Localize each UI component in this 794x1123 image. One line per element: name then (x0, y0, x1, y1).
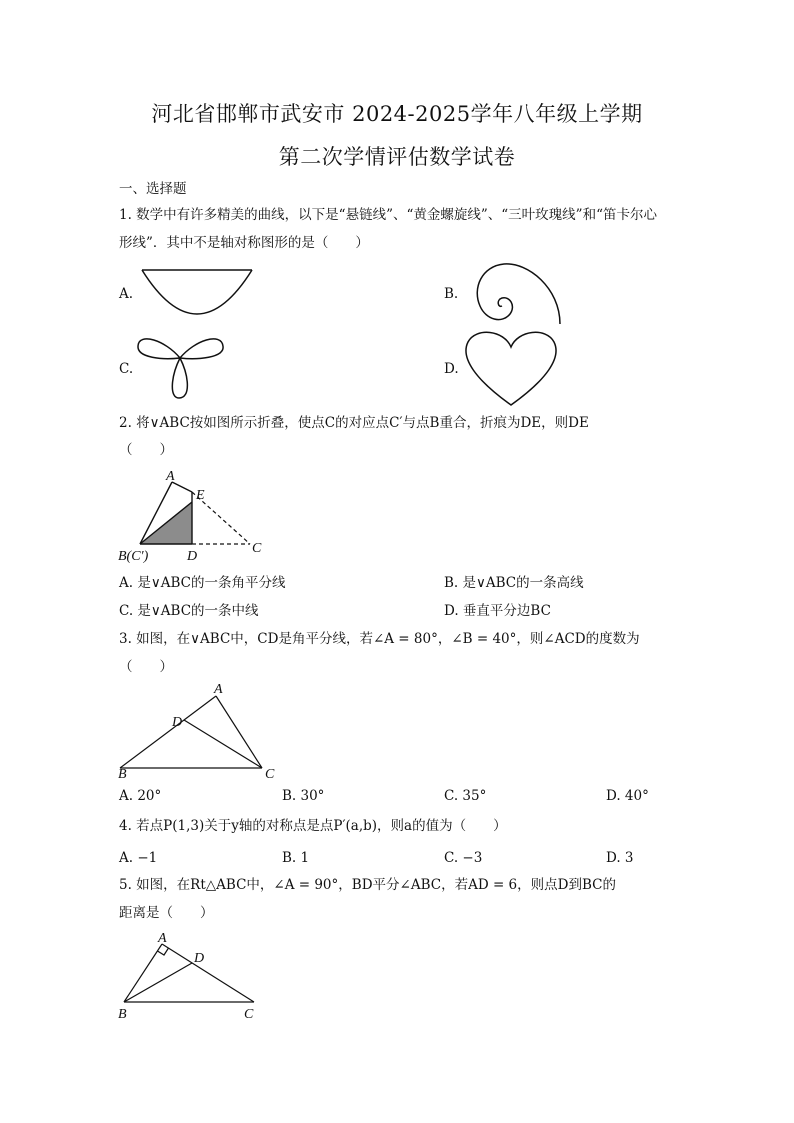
q2-stem-line1: 2. 将∨ABC按如图所示折叠，使点C的对应点C′与点B重合，折痕为DE，则DE (119, 415, 589, 431)
q3-triangle-figure (110, 678, 290, 782)
q2-label-e: E (196, 488, 205, 503)
q4-option-d: D. 3 (606, 850, 634, 866)
q3-option-a: A. 20° (119, 788, 162, 804)
q3-stem-line1: 3. 如图，在∨ABC中，CD是角平分线，若∠A = 80°，∠B = 40°，则∠ACD的度数为 (119, 631, 640, 647)
q4-option-c: C. −3 (444, 850, 483, 866)
q5-label-a: A (158, 931, 167, 946)
q1-option-a-label: A. (119, 286, 134, 302)
q2-option-a: A. 是∨ABC的一条角平分线 (119, 575, 286, 591)
q4-stem: 4. 若点P(1,3)关于y轴的对称点是点P′(a,b)，则a的值为（ ） (119, 818, 507, 834)
three-leaf-rose-figure (135, 328, 231, 402)
q1-option-b-label: B. (444, 286, 459, 302)
page-subtitle: 第二次学情评估数学试卷 (278, 145, 516, 169)
q2-option-b: B. 是∨ABC的一条高线 (444, 575, 584, 591)
section-heading: 一、选择题 (119, 181, 187, 197)
q3-label-d: D (172, 715, 183, 730)
q4-option-b: B. 1 (282, 850, 310, 866)
q3-option-c: C. 35° (444, 788, 487, 804)
q1-option-c-label: C. (119, 361, 134, 377)
q3-option-d: D. 40° (606, 788, 649, 804)
q2-label-c: C (252, 541, 262, 556)
q1-option-d-label: D. (444, 361, 459, 377)
page-title: 河北省邯郸市武安市 2024-2025学年八年级上学期 (151, 102, 643, 126)
q5-label-b: B (118, 1007, 127, 1022)
q5-stem-line1: 5. 如图，在Rt△ABC中，∠A = 90°，BD平分∠ABC，若AD = 6，则点D到BC的 (119, 877, 616, 893)
q4-option-a: A. −1 (119, 850, 158, 866)
q3-label-c: C (265, 767, 275, 782)
golden-spiral-figure (468, 258, 568, 328)
q5-label-d: D (194, 951, 205, 966)
cardioid-heart-figure (462, 328, 562, 408)
q5-stem-line2: 距离是（ ） (119, 905, 214, 921)
catenary-curve-figure (138, 266, 258, 322)
q3-option-b: B. 30° (282, 788, 325, 804)
q2-stem-line2: （ ） (119, 442, 173, 458)
q2-label-d: D (187, 549, 198, 564)
q1-stem-line2: 形线”．其中不是轴对称图形的是（ ） (119, 235, 369, 251)
q3-stem-line2: （ ） (119, 659, 173, 675)
q1-stem-line1: 1. 数学中有许多精美的曲线，以下是“悬链线”、“黄金螺旋线”、“三叶玫瑰线”和“笛卡尔心 (119, 207, 657, 223)
q5-right-triangle-figure (112, 928, 272, 1024)
q5-label-c: C (244, 1007, 254, 1022)
q3-label-b: B (118, 767, 127, 782)
q2-option-c: C. 是∨ABC的一条中线 (119, 603, 259, 619)
q2-label-a: A (166, 469, 175, 484)
q2-label-b-c-prime: B(C′) (118, 549, 149, 564)
q2-option-d: D. 垂直平分边BC (444, 603, 551, 619)
q3-label-a: A (214, 682, 223, 697)
q2-folding-triangle-figure (110, 462, 280, 564)
